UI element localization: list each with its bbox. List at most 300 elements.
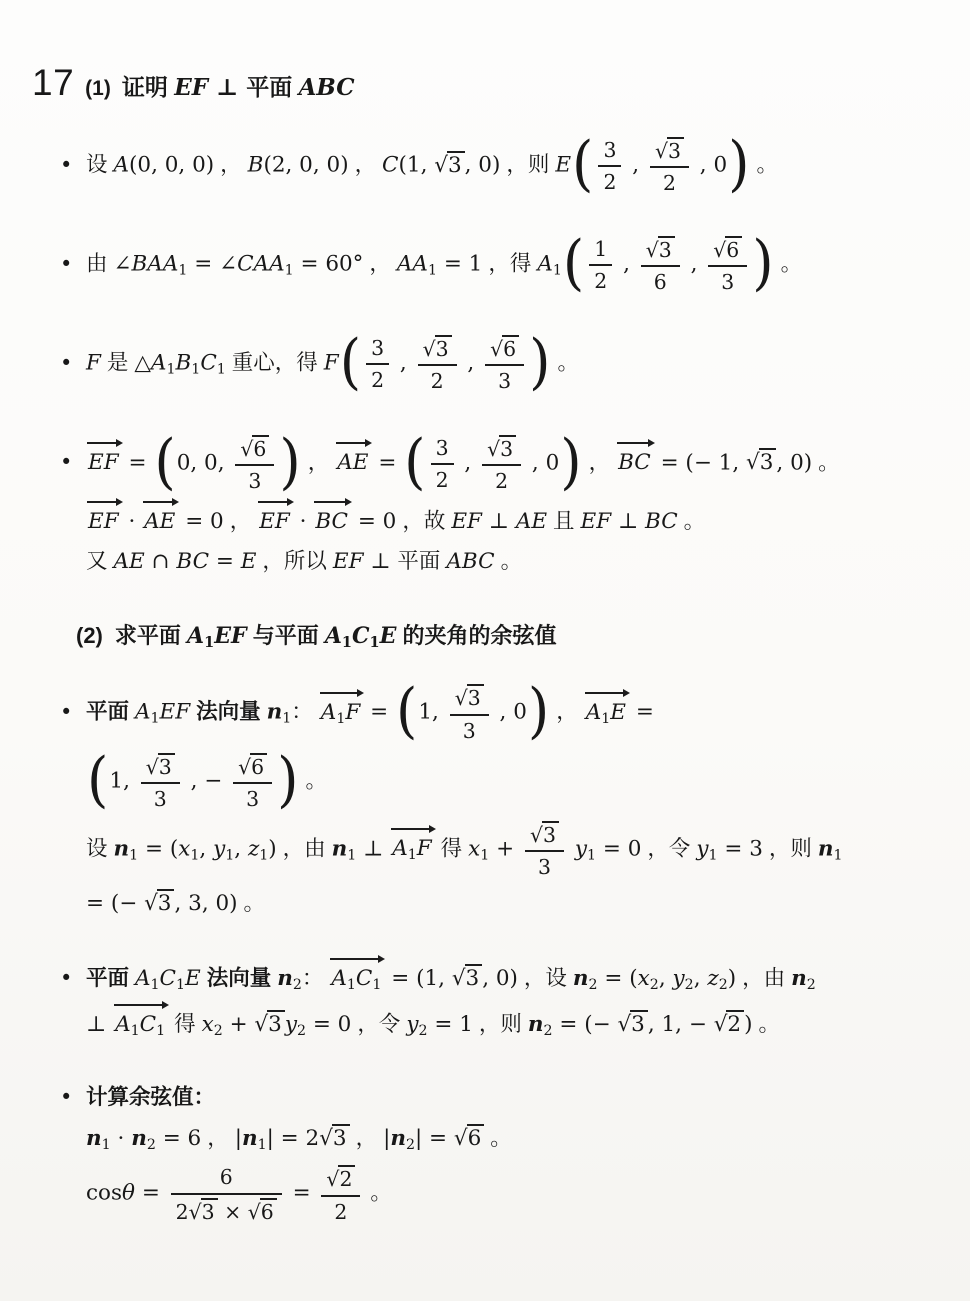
math-line: [86, 545, 946, 578]
vector-body: [144, 509, 175, 534]
math-text: = 0: [596, 836, 642, 862]
cjk-text: 。: [812, 450, 840, 475]
denominator: [233, 784, 272, 812]
step-body: [86, 951, 946, 1050]
denominator: [450, 716, 489, 744]
cjk-text: ，: [582, 450, 617, 475]
cjk-text: ，设: [517, 966, 573, 991]
step-set-coordinates: [60, 128, 946, 203]
vector-symbol: n: [390, 1125, 406, 1151]
radical-sign: √: [238, 754, 252, 779]
fraction: [141, 751, 180, 812]
math-text: = 6: [155, 1125, 202, 1151]
cjk-text: 得: [168, 1012, 202, 1037]
vector-symbol: n: [817, 836, 834, 862]
vector-arrowhead: [365, 439, 372, 447]
math-text: ⊥: [86, 1012, 114, 1038]
vector-arrowhead: [162, 1001, 169, 1009]
vector-arrowhead: [357, 689, 364, 697]
radicand: [467, 1124, 485, 1151]
math-text: 3: [462, 718, 476, 743]
cjk-text-bold: 平面: [86, 700, 135, 725]
numerator: [482, 433, 521, 466]
math-variable: EF: [580, 508, 612, 534]
math-text: =: [629, 700, 654, 726]
math-variable: EF: [88, 450, 119, 476]
step-body: [86, 227, 946, 302]
step-find-a1: [60, 227, 946, 302]
cjk-text: ，则: [500, 152, 556, 177]
math-variable: A: [115, 1012, 131, 1038]
subscript: 1: [216, 361, 226, 378]
vector-symbol: n: [113, 836, 130, 862]
bullet-icon: •: [60, 966, 73, 991]
fraction: [482, 433, 521, 494]
math-variable: EF: [88, 508, 119, 534]
math-variable: BC: [618, 450, 651, 476]
math-text: 6: [260, 1199, 274, 1224]
subscript: 1: [130, 1023, 140, 1040]
numerator: [450, 682, 489, 715]
fraction: [431, 434, 454, 493]
fraction: [650, 135, 689, 196]
radicand: [250, 753, 267, 779]
math-text: = (−: [552, 1012, 618, 1038]
denominator: [171, 1195, 282, 1225]
math-line: [86, 326, 946, 397]
square-root: [319, 1126, 349, 1151]
vector-symbol: n: [572, 966, 589, 992]
math-text: 3: [371, 336, 385, 361]
math-text: 2: [594, 269, 608, 294]
math-variable: CAA: [237, 251, 285, 277]
subscript: 2: [418, 1023, 428, 1040]
subscript: 2: [588, 977, 598, 994]
part-heading-text: [115, 619, 557, 651]
radical-sign: √: [319, 1125, 333, 1151]
math-text: = 1: [427, 1012, 473, 1038]
subscript: 2: [543, 1023, 553, 1040]
subscript: 1: [166, 361, 176, 378]
math-text: 1: [594, 237, 608, 262]
math-text: ⊥: [356, 836, 391, 862]
radical-sign: √: [240, 436, 254, 461]
math-text: 0, 0,: [176, 450, 232, 476]
fraction: [171, 1163, 282, 1224]
math-line: [86, 675, 946, 746]
math-text: 2: [495, 468, 509, 493]
step-body: [86, 128, 946, 203]
math-text: 6: [653, 270, 667, 295]
math-text: = (−: [86, 891, 145, 916]
math-variable: A: [187, 623, 205, 650]
big-paren: ): [279, 425, 301, 496]
math-line: [86, 1122, 946, 1157]
step-cosine-computation: [60, 1074, 946, 1231]
denominator: [641, 267, 680, 295]
cjk-text: ，: [550, 700, 584, 725]
math-text: = 0: [306, 1012, 352, 1038]
denominator: [525, 852, 564, 880]
square-root: [238, 755, 267, 779]
part-2-heading: [76, 619, 946, 651]
bullet-icon: •: [60, 1085, 73, 1110]
numerator: [708, 234, 747, 267]
radical-sign: √: [145, 754, 159, 779]
cjk-text: 。: [551, 350, 579, 375]
math-text: 3: [467, 686, 481, 711]
math-text: 3: [631, 1012, 645, 1038]
math-text: =: [371, 450, 404, 476]
math-text: , 0: [525, 450, 560, 476]
math-variable: A: [150, 350, 167, 376]
cjk-text-bold: 证明: [121, 74, 175, 100]
math-text: , 0): [776, 450, 813, 476]
fraction: [525, 819, 564, 880]
math-text: ⊥: [363, 549, 398, 575]
subscript: 2: [213, 1023, 223, 1040]
cjk-text: ，: [348, 152, 383, 177]
cjk-text: ，由: [736, 966, 792, 991]
cjk-text: ，则: [762, 836, 818, 861]
vector-bar: [391, 828, 429, 830]
bullet-icon: •: [60, 450, 73, 475]
math-text: 3: [603, 138, 617, 162]
part-1-label: (1): [85, 77, 111, 100]
math-variable: y: [213, 836, 226, 862]
math-text: ): [744, 1012, 753, 1038]
math-line: [86, 226, 946, 298]
math-text: , 1, −: [647, 1012, 714, 1038]
cjk-text: ，: [201, 1125, 235, 1150]
cjk-text: ，: [301, 450, 336, 475]
numerator: [235, 433, 274, 466]
cjk-text: 由: [86, 251, 114, 276]
cjk-text: 设: [86, 836, 114, 861]
radical-sign: √: [247, 1199, 261, 1224]
vector-bar: [143, 501, 173, 503]
bullet-icon: •: [60, 700, 73, 725]
radical-sign: √: [487, 436, 501, 461]
vector-overarrow: [335, 442, 371, 479]
numerator: [233, 751, 272, 784]
radicand: [157, 889, 175, 916]
math-text: 3: [248, 468, 262, 493]
big-paren: ): [728, 127, 750, 199]
math-variable: EF: [159, 700, 191, 726]
math-variable: EF: [259, 508, 290, 534]
math-text: ×: [217, 1199, 248, 1224]
math-text: 3: [153, 786, 167, 811]
cjk-text: 。: [484, 1125, 512, 1150]
subscript: 1: [259, 847, 269, 864]
math-text: = 0: [178, 508, 224, 534]
math-text: 2: [371, 368, 385, 393]
radical-sign: √: [645, 238, 659, 263]
math-text: =: [285, 1181, 318, 1207]
math-variable: B: [175, 350, 192, 376]
cjk-text: 。: [237, 891, 266, 915]
math-line: [86, 1163, 946, 1224]
math-variable: BC: [176, 549, 210, 575]
fraction: [589, 235, 612, 294]
math-variable: A: [113, 152, 130, 178]
math-variable: C: [200, 350, 217, 376]
radical-sign: √: [188, 1199, 202, 1224]
big-paren: (: [395, 675, 418, 746]
math-line: [86, 501, 946, 538]
math-line: [86, 1081, 946, 1114]
step-body: [86, 675, 946, 927]
math-text: ): [727, 966, 737, 992]
square-root: [423, 337, 452, 361]
math-text: , 0: [692, 152, 728, 178]
subscript: 1: [204, 634, 215, 652]
vector-overarrow: [86, 442, 122, 479]
vector-body: [315, 509, 348, 534]
radicand: [502, 335, 519, 361]
math-text: 6: [219, 1165, 233, 1190]
math-variable: BC: [645, 508, 678, 534]
subscript: 1: [369, 634, 380, 652]
square-root: [530, 823, 559, 847]
numerator: [321, 1163, 360, 1196]
math-text: 3: [157, 891, 172, 916]
math-variable: EF: [214, 623, 247, 650]
cjk-text: ，则: [472, 1012, 528, 1037]
subscript: 2: [806, 977, 816, 994]
subscript: 1: [480, 847, 490, 864]
vector-body: [88, 509, 119, 534]
square-root: [646, 238, 675, 262]
cjk-text: 且: [547, 508, 581, 533]
math-text: △: [134, 350, 151, 376]
radical-sign: √: [254, 1012, 269, 1038]
vector-overarrow: [142, 501, 178, 538]
math-text: 3: [158, 754, 172, 779]
cjk-text-bold: 法向量: [190, 700, 267, 725]
cjk-text: 得: [434, 836, 469, 861]
math-variable: θ: [122, 1181, 135, 1207]
vector-body: [392, 836, 432, 864]
vector-bar: [617, 442, 649, 444]
subscript: 2: [146, 1136, 156, 1153]
radical-sign: √: [654, 139, 668, 163]
math-variable: E: [379, 623, 397, 650]
math-variable: x: [637, 966, 650, 992]
math-text: +: [222, 1012, 255, 1038]
cjk-text: 设: [86, 152, 114, 177]
math-variable: z: [247, 836, 260, 862]
vector-arrowhead: [116, 498, 123, 506]
math-text: 6: [251, 754, 265, 779]
fraction: [366, 334, 389, 393]
subscript: 1: [284, 262, 294, 279]
math-variable: y: [574, 836, 587, 862]
math-text: 6: [253, 436, 267, 461]
math-text: ,: [683, 251, 705, 277]
cjk-text: 又: [86, 549, 114, 574]
big-paren: ): [527, 675, 550, 746]
math-text: 3: [268, 1012, 282, 1038]
part-1-statement: [122, 69, 355, 102]
subscript: 1: [341, 634, 353, 652]
big-paren: (: [339, 326, 362, 397]
radicand: [447, 151, 465, 178]
vector-arrowhead: [378, 955, 385, 963]
math-text: | = 2: [266, 1125, 320, 1151]
denominator: [589, 266, 612, 294]
math-variable: A: [537, 251, 553, 277]
math-variable: x: [178, 836, 191, 862]
radicand: [542, 821, 559, 847]
cjk-text: ：: [301, 966, 330, 991]
subscript: 1: [257, 1136, 267, 1153]
radicand: [260, 1198, 277, 1224]
math-text: =: [363, 700, 395, 726]
fraction: [233, 751, 272, 812]
math-text: 2: [339, 1167, 353, 1192]
math-text: 3: [447, 152, 462, 178]
math-variable: EF: [332, 549, 364, 575]
subscript: 1: [225, 847, 235, 864]
vector-overarrow: [313, 501, 351, 538]
math-text: 3: [721, 270, 735, 295]
vector-overarrow: [616, 442, 654, 479]
numerator: [366, 334, 389, 365]
subscript: 2: [649, 977, 659, 994]
problem-title: [32, 62, 946, 104]
math-variable: E: [185, 966, 201, 992]
vector-bar: [114, 1004, 163, 1006]
step-normal-n2: [60, 951, 946, 1050]
vector-bar: [336, 442, 366, 444]
vector-bar: [585, 692, 624, 694]
denominator: [235, 466, 274, 494]
subscript: 1: [587, 847, 597, 864]
bullet-icon: •: [60, 152, 73, 177]
bullet-icon: •: [60, 251, 73, 276]
math-text: ,: [693, 966, 708, 992]
step-body: [86, 426, 946, 586]
math-text: = (: [597, 966, 638, 992]
math-variable: F: [416, 836, 432, 862]
big-paren: (: [572, 127, 594, 199]
fraction: [235, 433, 274, 494]
math-text: =: [134, 1181, 167, 1207]
math-text: ⊥: [481, 508, 516, 534]
math-text: 3: [435, 435, 449, 460]
big-paren: ): [529, 326, 551, 397]
cjk-text: ，令: [641, 836, 697, 861]
subscript: 1: [708, 847, 718, 864]
radicand: [759, 448, 777, 475]
math-variable: y: [406, 1012, 419, 1038]
math-text: = (1,: [384, 966, 452, 992]
math-text: 3: [465, 966, 480, 992]
vector-body: [321, 700, 360, 725]
math-text: , 0): [464, 152, 501, 178]
math-text: , 0): [482, 966, 518, 992]
subscript: 1: [833, 847, 843, 864]
numerator: [141, 751, 180, 784]
cjk-text: ，: [349, 1125, 384, 1150]
math-variable: C: [355, 966, 373, 992]
subscript: 2: [292, 977, 302, 994]
subscript: 2: [405, 1136, 415, 1153]
denominator: [321, 1197, 360, 1225]
radical-sign: √: [617, 1012, 632, 1038]
cjk-text: ，所以: [256, 549, 333, 574]
radical-sign: √: [490, 337, 504, 362]
math-text: ): [268, 836, 277, 862]
vector-body: [115, 1012, 166, 1040]
fraction: [450, 682, 489, 743]
vector-overarrow: [390, 828, 434, 867]
vector-arrowhead: [287, 498, 294, 506]
vector-body: [337, 450, 368, 475]
radicand: [667, 137, 684, 163]
denominator: [431, 465, 454, 493]
cjk-text: ，: [363, 251, 397, 276]
math-variable: F: [86, 350, 101, 376]
math-variable: y: [284, 1012, 297, 1038]
math-variable: C: [352, 623, 370, 650]
cjk-text-bold: 求平面: [114, 623, 188, 649]
vector-bar: [320, 692, 358, 694]
cjk-text: 。: [364, 1181, 392, 1206]
vector-bar: [87, 442, 117, 444]
radicand: [499, 435, 516, 461]
math-variable: ABC: [446, 549, 495, 575]
radical-sign: √: [454, 686, 468, 711]
cjk-text: ，: [214, 152, 248, 177]
numerator: [650, 135, 689, 168]
radical-sign: √: [434, 152, 448, 178]
subscript: 1: [150, 977, 160, 994]
square-root: [617, 1012, 647, 1037]
math-text: 2: [727, 1012, 742, 1038]
math-text: , −: [183, 768, 230, 794]
math-variable: A: [324, 623, 342, 650]
numerator: [525, 819, 564, 852]
cjk-text: 平面: [397, 549, 447, 574]
vector-symbol: n: [266, 700, 283, 726]
math-variable: F: [345, 700, 361, 726]
radicand: [338, 1165, 355, 1191]
step-f-centroid: [60, 326, 946, 401]
math-text: cos: [86, 1181, 123, 1207]
math-text: +: [489, 836, 521, 862]
math-variable: A: [134, 966, 151, 992]
denominator: [598, 167, 621, 195]
square-root: [254, 1012, 284, 1037]
denominator: [366, 365, 389, 393]
math-text: 6: [467, 1125, 482, 1151]
vector-arrowhead: [172, 498, 179, 506]
vector-symbol: n: [277, 966, 293, 992]
math-text: 2: [662, 171, 676, 196]
math-text: 3: [498, 369, 512, 394]
math-variable: EF: [174, 74, 209, 101]
subscript: 2: [684, 977, 694, 994]
vector-bar: [314, 501, 346, 503]
math-text: = 60°: [293, 251, 364, 277]
radicand: [630, 1010, 648, 1037]
radical-sign: √: [144, 891, 158, 916]
big-paren: ): [560, 425, 582, 496]
radicand: [658, 236, 675, 262]
